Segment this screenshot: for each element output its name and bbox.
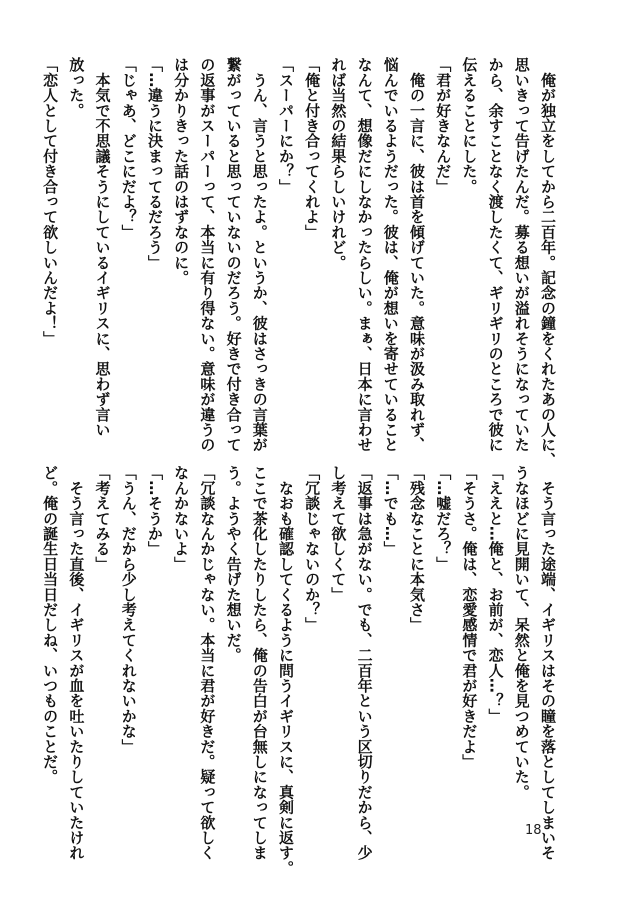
text-line: そう言った途端、イギリスはその瞳を落としてしまいそ <box>539 465 557 861</box>
lower-text-block <box>37 465 561 876</box>
text-line: の返事がスーパーって、本当に有り得ない。意味が違うの <box>198 57 217 453</box>
text-line: 俺の一言に、彼は首を傾げていた。意味が汲み取れず、 <box>407 57 426 453</box>
text-line: 「考えてみる」 <box>93 465 112 572</box>
text-line: 「俺と付き合ってくれよ」 <box>303 57 322 240</box>
text-line: れば当然の結果らしいけれど。 <box>329 57 348 270</box>
text-line: 「…違うに決まってるだろう」 <box>145 57 164 270</box>
text-line: 「そうさ。俺は、恋愛感情で君が好きだよ」 <box>460 465 479 769</box>
text-line: なんて、想像だにしなかったらしい。まぁ、日本に言わせ <box>355 57 374 453</box>
text-line: 俺が独立をしてから二百年。記念の鐘をくれたあの人に、 <box>539 57 557 468</box>
text-line: 「返事は急がない。でも、二百年という区切りだから、少 <box>355 465 374 861</box>
text-line: 「君が好きなんだ」 <box>434 57 453 194</box>
text-line: 本気で不思議そうにしているイギリスに、思わず言い <box>93 57 112 437</box>
text-line: 悩んでいるようだった。彼は、俺が想いを寄せていること <box>381 57 400 453</box>
text-line: 「…嘘だろ？」 <box>434 465 453 572</box>
text-line: 「冗談なんかじゃない。本当に君が好きだ。疑って欲しく <box>198 465 217 861</box>
text-line: 「恋人として付き合って欲しいんだよ！」 <box>41 57 60 346</box>
text-line: 思いきって告げたんだ。募る想いが溢れそうになっていた <box>512 57 531 453</box>
text-line: は分かりきった話のはずなのに。 <box>172 57 191 285</box>
text-line: そう言った直後、イギリスが血を吐いたりしていたけれ <box>67 465 86 861</box>
text-line: 「…そうか」 <box>145 465 164 557</box>
text-line: 「冗談じゃないのか？」 <box>303 465 322 633</box>
page-number: 18 <box>525 823 542 838</box>
text-line: 「うん、だから少し考えてくれないかな」 <box>119 465 138 754</box>
text-line: から、余すことなく渡したくて、ギリギリのところで彼に <box>486 57 505 453</box>
text-line: 「スーパーにか？」 <box>276 57 295 194</box>
text-line: 「じゃあ、どこにだよ？」 <box>119 57 138 240</box>
text-line: ど。俺の誕生日当日だしね、いつものことだ。 <box>41 465 60 785</box>
text-line: 「残念なことに本気さ」 <box>407 465 426 633</box>
text-line: 放った。 <box>67 57 86 118</box>
text-line: 「…でも…」 <box>381 465 400 557</box>
text-line: 繋がっていると思っていないのだろう。好きで付き合って <box>224 57 243 453</box>
text-line: うなほどに見開いて、呆然と俺を見つめていた。 <box>512 465 531 800</box>
text-line: うん、言うと思ったよ。というか、彼はさっきの言葉が <box>250 57 269 453</box>
text-line: 伝えることにした。 <box>460 57 479 194</box>
text-line: ここで茶化したりしたら、俺の告白が台無しになってしま <box>250 465 269 861</box>
text-line: なおも確認してくるように問うイギリスに、真剣に返す。 <box>276 465 295 876</box>
text-line: う。ようやく告げた想いだ。 <box>224 465 243 663</box>
upper-text-block <box>37 57 561 468</box>
text-line: 「ええと…俺と、お前が、恋人…？」 <box>486 465 505 724</box>
text-line: し考えて欲しくて」 <box>329 465 348 602</box>
text-line: なんかないよ」 <box>172 465 191 572</box>
